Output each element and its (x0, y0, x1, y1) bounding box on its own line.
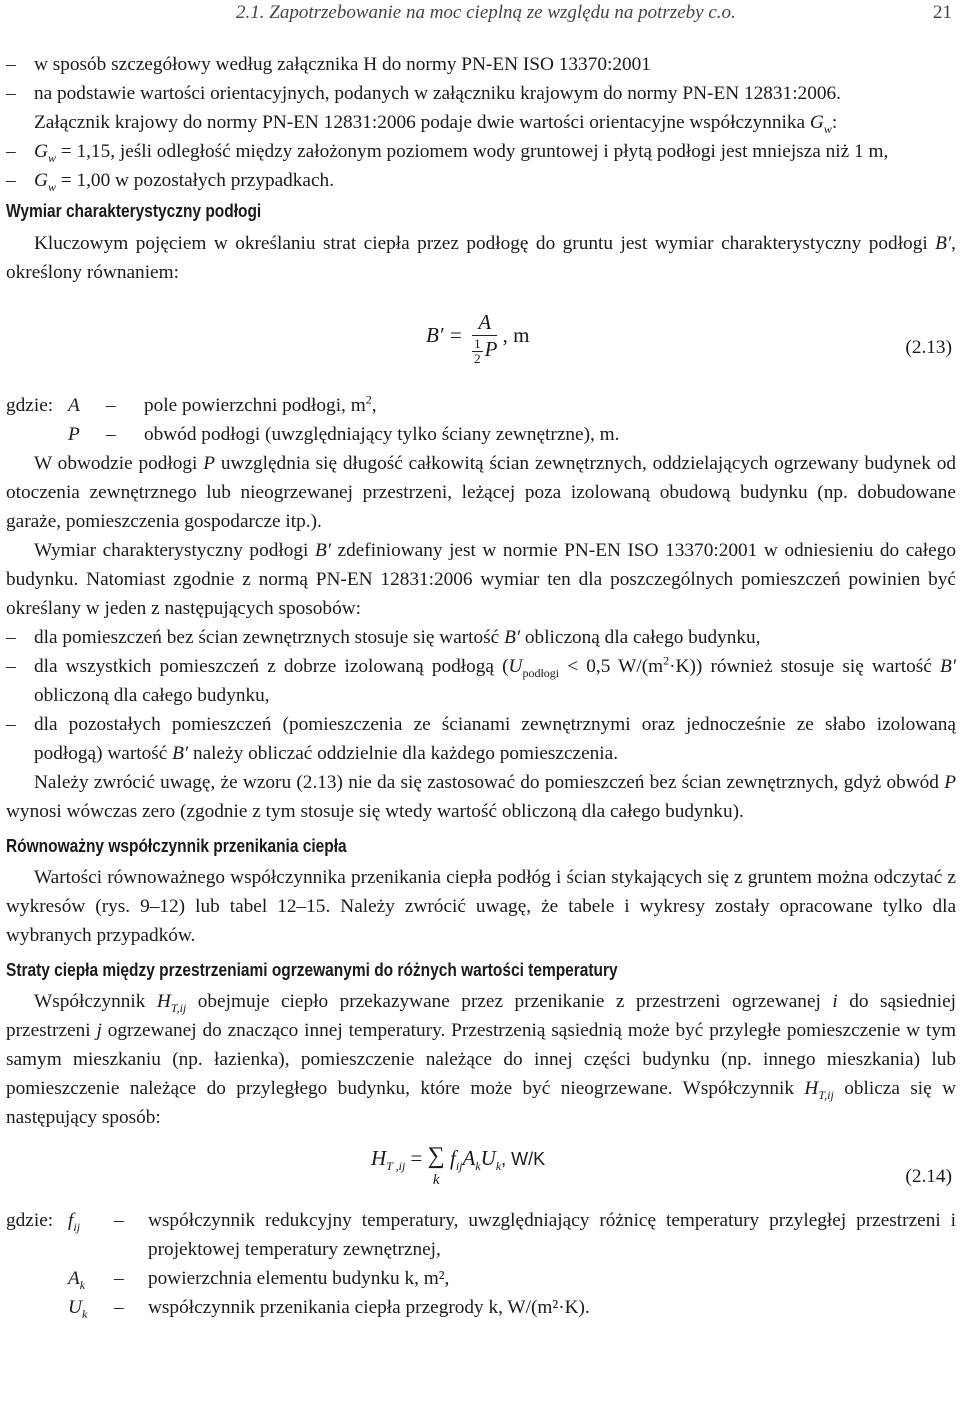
paragraph: Współczynnik $H_{T,ij}$ obejmuje ciepło przekazywane przez przenikanie z przestrzeni ogrzewanej i do sąsiedniej przestrzeni j ogrzewanej do znacząco innej temperatury. Przestrzenią sąsiednią może być przyległe pomieszczenie w tym samym mieszkaniu (np. łazienka), pomieszczenie należące do innej części budynku (np. innego mieszkania) lub pomieszczenie należące do przyległego budynku, które może być nieogrzewane. Współczynnik $H_{T,ij}$ oblicza się w następujący sposób: (6, 991, 956, 1128)
running-header (236, 2, 952, 26)
paragraph: Wymiar charakterystyczny podłogi B′ zdefiniowany jest w normie PN-EN ISO 13370:2001 w odniesieniu do całego budynku. Natomiast zgodnie z normą PN-EN 12831:2006 wymiar ten dla poszczególnych pomieszczeń powinien być określany w jeden z następujących sposobów: (6, 540, 957, 619)
list-item: – dla pozostałych pomieszczeń (pomieszczenia ze ścianami zewnętrznymi oraz jednocześnie ze słabo izolowaną podłogą) wartość B′ należy obliczać oddzielnie dla każdego pomieszczenia. (6, 714, 956, 764)
paragraph: W obwodzie podłogi P uwzględnia się długość całkowitą ścian zewnętrznych, oddzielających ogrzewany budynek od otoczenia zewnętrznego lub nieogrzewanej przestrzeni, leżącej poza izolowaną obudową budynku (np. dobudowane garaże, pomieszczenia gospodarcze itp.). (6, 453, 956, 532)
list-item: – $G_w = 1,00$ w pozostałych przypadkach. (6, 170, 335, 194)
paragraph: Kluczowym pojęciem w określaniu strat ciepła przez podłogę do gruntu jest wymiar charakterystyczny podłogi B′, określony równaniem: (6, 233, 956, 283)
equation-number: (2.13) (905, 337, 952, 358)
equation-number: (2.14) (905, 1166, 952, 1187)
section-heading: Wymiar charakterystyczny podłogi (6, 201, 262, 221)
page-number: 21 (933, 2, 952, 23)
list-item: – $G_w = 1,15$, jeśli odległość między założonym poziomem wody gruntowej i płytą podłogi jest mniejsza niż 1 m, (6, 141, 889, 165)
paragraph-gw: Załącznik krajowy do normy PN-EN 12831:2006 podaje dwie wartości orientacyjne współczynnika $G_w$: (34, 112, 838, 136)
paragraph: Wartości równoważnego współczynnika przenikania ciepła podłóg i ścian stykających się z gruntem można odczytać z wykresów (rys. 9–12) lub tabel 12–15. Należy zwrócić uwagę, że tabele i wykresy zostały opracowane tylko dla wybranych przypadków. (6, 867, 956, 946)
equation-2-14: $H_{T ,ij}$ = ∑ k $f_{ij}A_kU_k$, W/K (2.14) (6, 1132, 956, 1206)
list-item: – na podstawie wartości orientacyjnych, podanych w załączniku krajowym do normy PN-EN 12831:2006. (6, 83, 841, 104)
list-item: – w sposób szczegółowy według załącznika H do normy PN-EN ISO 13370:2001 (6, 54, 651, 75)
symbol-definitions: gdzie: A – pole powierzchni podłogi, $m^2$, P – obwód podłogi (uwzględniający tylko ściany zewnętrzne), m. (6, 392, 620, 445)
body-text (6, 50, 956, 1322)
section-title: 2.1. Zapotrzebowanie na moc cieplną ze względu na potrzeby c.o. (236, 2, 736, 23)
section-heading: Straty ciepła między przestrzeniami ogrzewanymi do różnych wartości temperatury (6, 960, 618, 980)
list-item: – dla wszystkich pomieszczeń z dobrze izolowaną podłogą ($U_{podłogi} < 0,5$ $W/(m^2\cdot K)$) również stosuje się wartość B′ obliczoną dla całego budynku, (6, 653, 957, 706)
paragraph: Należy zwrócić uwagę, że wzoru (2.13) nie da się zastosować do pomieszczeń bez ścian zewnętrznych, gdyż obwód P wynosi wówczas zero (zgodnie z tym stosuje się wtedy wartość obliczoną dla całego budynku). (6, 772, 956, 822)
list-item: – dla pomieszczeń bez ścian zewnętrznych stosuje się wartość B′ obliczoną dla całego budynku, (6, 627, 761, 648)
section-heading: Równoważny współczynnik przenikania ciepła (6, 836, 347, 856)
equation-2-13: B′ = $\frac{A}{\frac{1}{2}P}$ , m (2.13) (426, 310, 952, 366)
symbol-definitions: gdzie: $f_{ij}$ – współczynnik redukcyjny temperatury, uwzględniający różnicę temperatury przyległej przestrzeni i projektowej temperatury zewnętrznej, $A_k$ – powierzchnia elementu budynku k, m², $U_k$ – współczynnik przenikania ciepła przegrody k, W/(m²·K). (6, 1210, 956, 1321)
